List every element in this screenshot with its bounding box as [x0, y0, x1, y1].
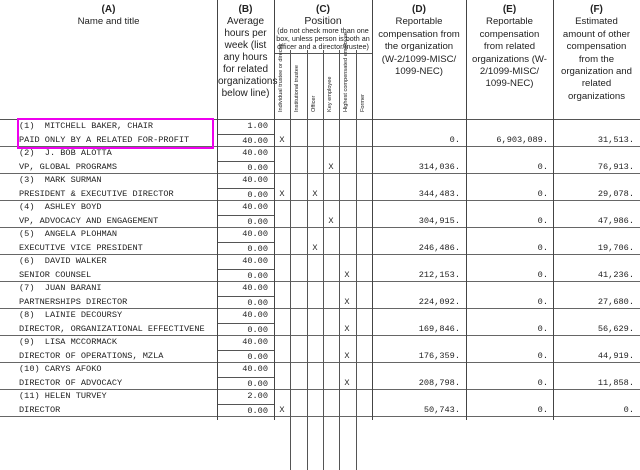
hours-per-week: 40.00	[242, 256, 268, 266]
position-check: X	[328, 161, 334, 172]
person-title: DIRECTOR, ORGANIZATIONAL EFFECTIVENE	[19, 323, 205, 334]
related-hours: 0.00	[217, 350, 274, 364]
comp-org: 304,915.	[418, 215, 460, 226]
person-title: DIRECTOR	[19, 404, 61, 415]
col-d-letter: (D)	[412, 4, 426, 15]
position-check: X	[344, 323, 350, 334]
related-hours: 0.00	[217, 161, 274, 175]
person-title: VP, ADVOCACY AND ENGAGEMENT	[19, 215, 159, 226]
position-label-text: Officer	[311, 95, 317, 112]
related-hours: 0.00	[217, 323, 274, 337]
position-label-text: Individual trustee or director	[278, 42, 284, 112]
comp-org: 169,846.	[418, 323, 460, 334]
comp-org: 50,743.	[423, 404, 460, 415]
compensation-table	[0, 120, 640, 417]
comp-related: 0.	[537, 161, 548, 172]
position-label	[274, 42, 290, 118]
hours-per-week: 40.00	[242, 364, 268, 374]
col-a-title: Name and title	[77, 16, 140, 28]
table-row	[0, 390, 640, 417]
col-a-header	[0, 0, 217, 120]
table-row	[0, 309, 640, 336]
position-check: X	[344, 296, 350, 307]
related-hours: 0.00	[217, 296, 274, 310]
divider	[274, 0, 275, 420]
divider	[466, 0, 467, 420]
related-hours: 0.00	[217, 269, 274, 283]
table-row	[0, 363, 640, 390]
position-check: X	[344, 350, 350, 361]
divider	[356, 50, 357, 470]
comp-related: 0.	[537, 269, 548, 280]
position-check: X	[279, 404, 285, 415]
person-title: PRESIDENT & EXECUTIVE DIRECTOR	[19, 188, 174, 199]
position-label-text: Institutional trustee	[294, 65, 300, 112]
comp-other: 47,986.	[597, 215, 634, 226]
col-f-letter: (F)	[590, 4, 603, 15]
table-row	[0, 336, 640, 363]
comp-org: 0.	[449, 134, 460, 145]
position-label	[323, 50, 339, 118]
position-check: X	[344, 377, 350, 388]
comp-org: 314,036.	[418, 161, 460, 172]
comp-other: 11,858.	[597, 377, 634, 388]
col-a-letter: (A)	[101, 4, 116, 15]
position-check: X	[279, 134, 285, 145]
comp-other: 44,919.	[597, 350, 634, 361]
hours-per-week: 1.00	[247, 121, 268, 131]
col-d-title: Reportable compensation from the organization (W-2/1099-MISC/ 1099-NEC)	[378, 16, 460, 78]
col-c-title: Position	[304, 15, 342, 28]
related-hours: 0.00	[217, 215, 274, 229]
col-f-title: Estimated amount of other compensation from the organization and related organizations	[561, 16, 632, 102]
divider	[339, 50, 340, 470]
related-hours: 0.00	[217, 188, 274, 202]
comp-org: 208,798.	[418, 377, 460, 388]
col-e-header	[466, 0, 553, 120]
hours-per-week: 40.00	[242, 148, 268, 158]
highlight-box	[17, 118, 214, 149]
col-f-header	[553, 0, 640, 120]
related-hours: 0.00	[217, 377, 274, 391]
person-name: (4) ASHLEY BOYD	[19, 202, 102, 212]
col-b-letter: (B)	[238, 4, 253, 15]
comp-other: 31,513.	[597, 134, 634, 145]
position-label-text: Key employee	[327, 76, 333, 112]
hours-per-week: 40.00	[242, 229, 268, 239]
hours-per-week: 2.00	[247, 391, 268, 401]
person-name: (9) LISA MCCORMACK	[19, 337, 117, 347]
position-label-text: Highest compensated employee	[343, 32, 349, 112]
table-row	[0, 147, 640, 174]
comp-org: 212,153.	[418, 269, 460, 280]
position-label	[339, 32, 355, 118]
col-c-note: (do not check more than one box, unless person is both an officer and a director/trustee)	[274, 27, 372, 54]
col-b-title: Average hours per week (list any hours for related organizations below line)	[218, 16, 278, 99]
comp-org: 344,483.	[418, 188, 460, 199]
table-row	[0, 228, 640, 255]
comp-related: 0.	[537, 404, 548, 415]
position-label-text: Former	[360, 93, 366, 112]
person-name: (11) HELEN TURVEY	[19, 391, 107, 401]
hours-per-week: 40.00	[242, 283, 268, 293]
hours-per-week: 40.00	[242, 175, 268, 185]
person-name: (3) MARK SURMAN	[19, 175, 102, 185]
comp-related: 0.	[537, 350, 548, 361]
divider	[553, 0, 554, 420]
related-hours: 0.00	[217, 404, 274, 418]
person-name: (8) LAINIE DECOURSY	[19, 310, 123, 320]
comp-other: 29,078.	[597, 188, 634, 199]
comp-related: 0.	[537, 323, 548, 334]
person-title: PARTNERSHIPS DIRECTOR	[19, 296, 128, 307]
comp-other: 41,236.	[597, 269, 634, 280]
divider	[323, 50, 324, 470]
col-c-letter: (C)	[316, 4, 330, 15]
position-check: X	[279, 188, 285, 199]
person-name: (10) CARYS AFOKO	[19, 364, 102, 374]
position-label	[290, 50, 306, 118]
table-row	[0, 255, 640, 282]
related-hours: 40.00	[217, 134, 274, 148]
comp-related: 0.	[537, 215, 548, 226]
comp-other: 27,680.	[597, 296, 634, 307]
person-title: DIRECTOR OF ADVOCACY	[19, 377, 123, 388]
divider	[372, 0, 373, 420]
related-hours: 0.00	[217, 242, 274, 256]
position-check: X	[312, 188, 318, 199]
comp-related: 0.	[537, 377, 548, 388]
comp-org: 176,359.	[418, 350, 460, 361]
person-title: SENIOR COUNSEL	[19, 269, 92, 280]
table-row	[0, 282, 640, 309]
comp-related: 6,903,089.	[496, 134, 548, 145]
divider	[217, 0, 218, 420]
position-check: X	[328, 215, 334, 226]
col-b-header	[217, 0, 278, 120]
comp-related: 0.	[537, 188, 548, 199]
comp-org: 224,092.	[418, 296, 460, 307]
position-label	[307, 50, 323, 118]
col-d-header	[372, 0, 466, 120]
person-title: EXECUTIVE VICE PRESIDENT	[19, 242, 143, 253]
comp-other: 0.	[623, 404, 634, 415]
person-name: (5) ANGELA PLOHMAN	[19, 229, 117, 239]
table-row	[0, 174, 640, 201]
divider	[307, 50, 308, 470]
position-check: X	[344, 269, 350, 280]
person-name: (7) JUAN BARANI	[19, 283, 102, 293]
person-name: (1) MITCHELL BAKER, CHAIR	[19, 121, 154, 131]
person-name: (2) J. BOB ALOTTA	[19, 148, 112, 158]
person-title: DIRECTOR OF OPERATIONS, MZLA	[19, 350, 164, 361]
table-row	[0, 201, 640, 228]
position-label	[356, 50, 372, 118]
person-title: PAID ONLY BY A RELATED FOR-PROFIT	[19, 134, 190, 145]
hours-per-week: 40.00	[242, 202, 268, 212]
comp-related: 0.	[537, 242, 548, 253]
divider	[290, 50, 291, 470]
comp-other: 19,706.	[597, 242, 634, 253]
person-title: VP, GLOBAL PROGRAMS	[19, 161, 117, 172]
position-check: X	[312, 242, 318, 253]
comp-org: 246,486.	[418, 242, 460, 253]
col-e-title: Reportable compensation from related organizations (W-2/1099-MISC/ 1099-NEC)	[471, 16, 547, 90]
hours-per-week: 40.00	[242, 310, 268, 320]
hours-per-week: 40.00	[242, 337, 268, 347]
col-e-letter: (E)	[502, 4, 517, 15]
person-name: (6) DAVID WALKER	[19, 256, 107, 266]
comp-related: 0.	[537, 296, 548, 307]
comp-other: 76,913.	[597, 161, 634, 172]
comp-other: 56,629.	[597, 323, 634, 334]
